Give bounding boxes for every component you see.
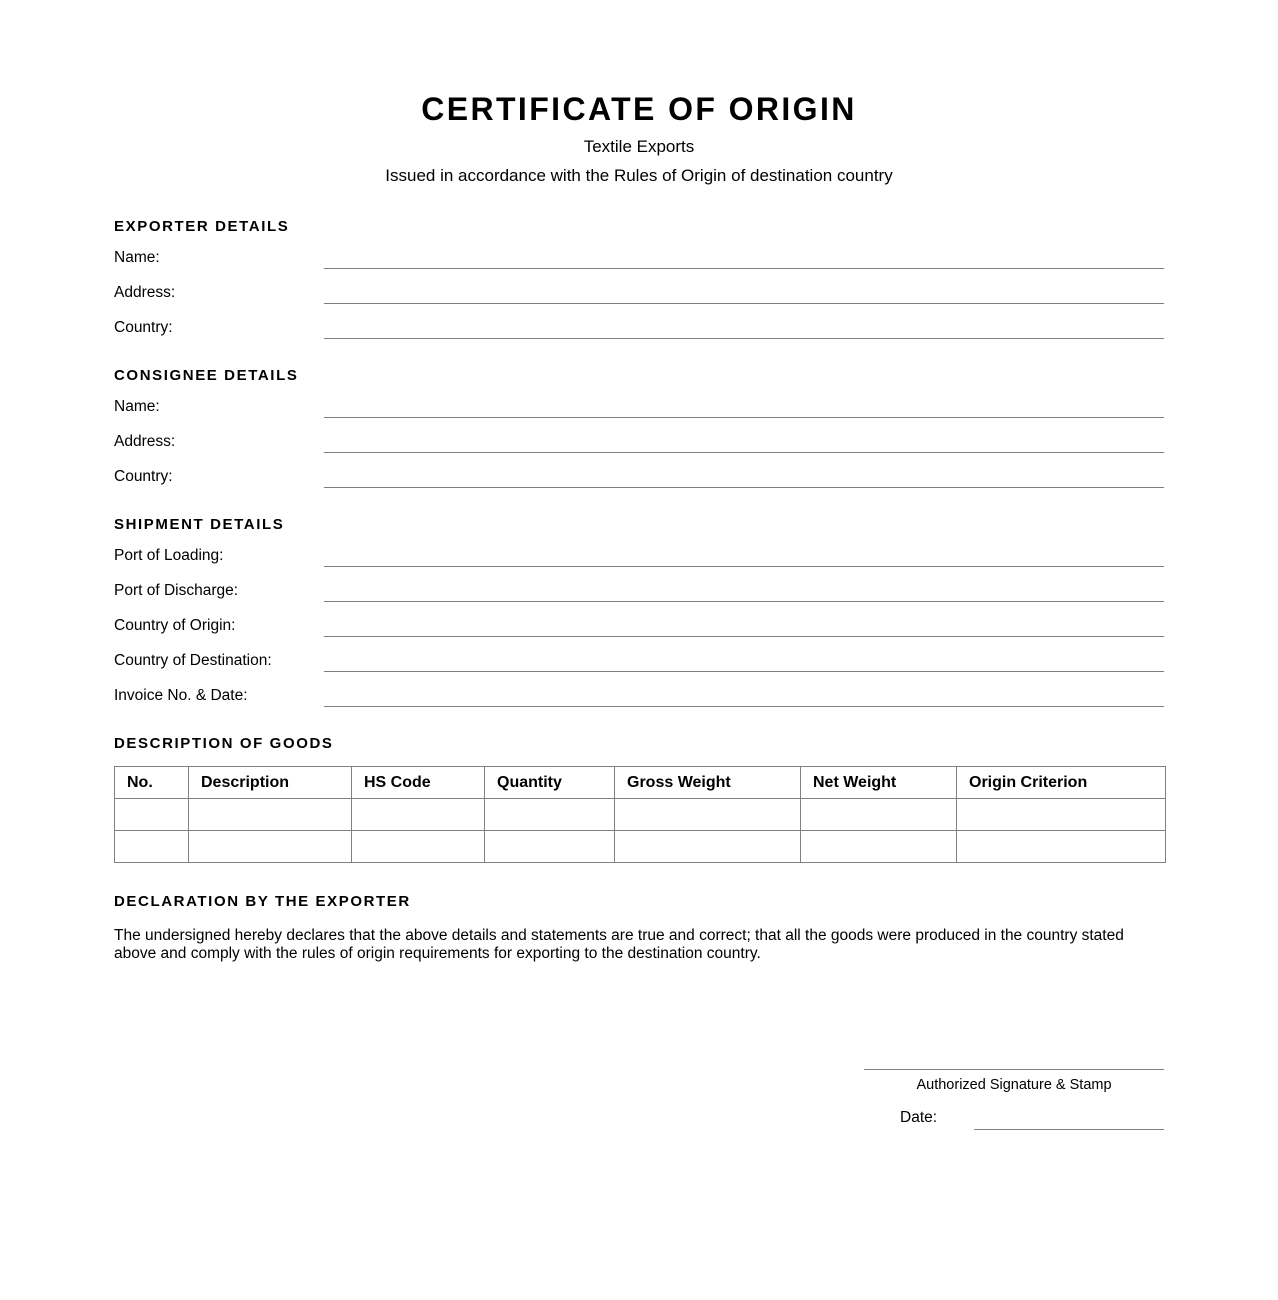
invoice-no-date-row [114, 687, 1164, 722]
exporter-name-label: Name: [114, 249, 160, 266]
cell-no[interactable] [115, 799, 189, 831]
consignee-name-label: Name: [114, 398, 160, 415]
consignee-name-row [114, 398, 1164, 433]
date-field[interactable] [974, 1129, 1164, 1130]
exporter-country-field[interactable] [324, 338, 1164, 339]
declaration-section-heading: DECLARATION BY THE EXPORTER [114, 893, 411, 910]
column-header-no: No. [115, 767, 189, 799]
exporter-address-field[interactable] [324, 303, 1164, 304]
table-row [115, 799, 1166, 831]
cell-quantity[interactable] [485, 831, 615, 863]
exporter-section-heading: EXPORTER DETAILS [114, 218, 290, 235]
port-of-discharge-field[interactable] [324, 601, 1164, 602]
shipment-section-heading: SHIPMENT DETAILS [114, 516, 285, 533]
cell-quantity[interactable] [485, 799, 615, 831]
exporter-name-field[interactable] [324, 268, 1164, 269]
column-header-quantity: Quantity [485, 767, 615, 799]
exporter-address-label: Address: [114, 284, 176, 301]
signature-line[interactable] [864, 1069, 1164, 1070]
declaration-text: The undersigned hereby declares that the above details and statements are true and correct; that all the goods were produced in the country stated above and comply with the rules of origin requirements for exporting to the destination country. [114, 927, 1124, 962]
invoice-no-date-label: Invoice No. & Date: [114, 687, 248, 704]
invoice-no-date-field[interactable] [324, 706, 1164, 707]
table-row [115, 831, 1166, 863]
consignee-country-field[interactable] [324, 487, 1164, 488]
country-of-origin-row [114, 617, 1164, 652]
consignee-address-label: Address: [114, 433, 176, 450]
cell-net-weight[interactable] [801, 831, 957, 863]
column-header-gross-weight: Gross Weight [615, 767, 801, 799]
consignee-country-row [114, 468, 1164, 503]
port-of-loading-row [114, 547, 1164, 582]
goods-section-heading: DESCRIPTION OF GOODS [114, 735, 334, 752]
exporter-name-row [114, 249, 1164, 284]
port-of-loading-field[interactable] [324, 566, 1164, 567]
consignee-address-field[interactable] [324, 452, 1164, 453]
consignee-name-field[interactable] [324, 417, 1164, 418]
goods-table [114, 766, 1166, 863]
cell-gross-weight[interactable] [615, 831, 801, 863]
cell-gross-weight[interactable] [615, 799, 801, 831]
document-title: CERTIFICATE OF ORIGIN [421, 91, 857, 127]
column-header-hs-code: HS Code [352, 767, 485, 799]
country-of-origin-label: Country of Origin: [114, 617, 236, 634]
port-of-loading-label: Port of Loading: [114, 547, 224, 564]
signature-label: Authorized Signature & Stamp [916, 1077, 1112, 1093]
country-of-origin-field[interactable] [324, 636, 1164, 637]
exporter-country-row [114, 319, 1164, 354]
cell-no[interactable] [115, 831, 189, 863]
cell-origin-criterion[interactable] [957, 799, 1166, 831]
consignee-section-heading: CONSIGNEE DETAILS [114, 367, 299, 384]
cell-net-weight[interactable] [801, 799, 957, 831]
exporter-country-label: Country: [114, 319, 173, 336]
cell-hs-code[interactable] [352, 831, 485, 863]
column-header-net-weight: Net Weight [801, 767, 957, 799]
goods-table-header-row [115, 767, 1166, 799]
country-of-destination-field[interactable] [324, 671, 1164, 672]
cell-hs-code[interactable] [352, 799, 485, 831]
cell-description[interactable] [189, 799, 352, 831]
date-label: Date: [900, 1109, 938, 1126]
column-header-origin-criterion: Origin Criterion [957, 767, 1166, 799]
port-of-discharge-label: Port of Discharge: [114, 582, 239, 599]
country-of-destination-row [114, 652, 1164, 687]
cell-origin-criterion[interactable] [957, 831, 1166, 863]
exporter-address-row [114, 284, 1164, 319]
country-of-destination-label: Country of Destination: [114, 652, 272, 669]
column-header-description: Description [189, 767, 352, 799]
port-of-discharge-row [114, 582, 1164, 617]
consignee-country-label: Country: [114, 468, 173, 485]
cell-description[interactable] [189, 831, 352, 863]
document-subtitle: Textile Exports [583, 137, 695, 156]
consignee-address-row [114, 433, 1164, 468]
issued-note: Issued in accordance with the Rules of Origin of destination country [385, 166, 893, 185]
